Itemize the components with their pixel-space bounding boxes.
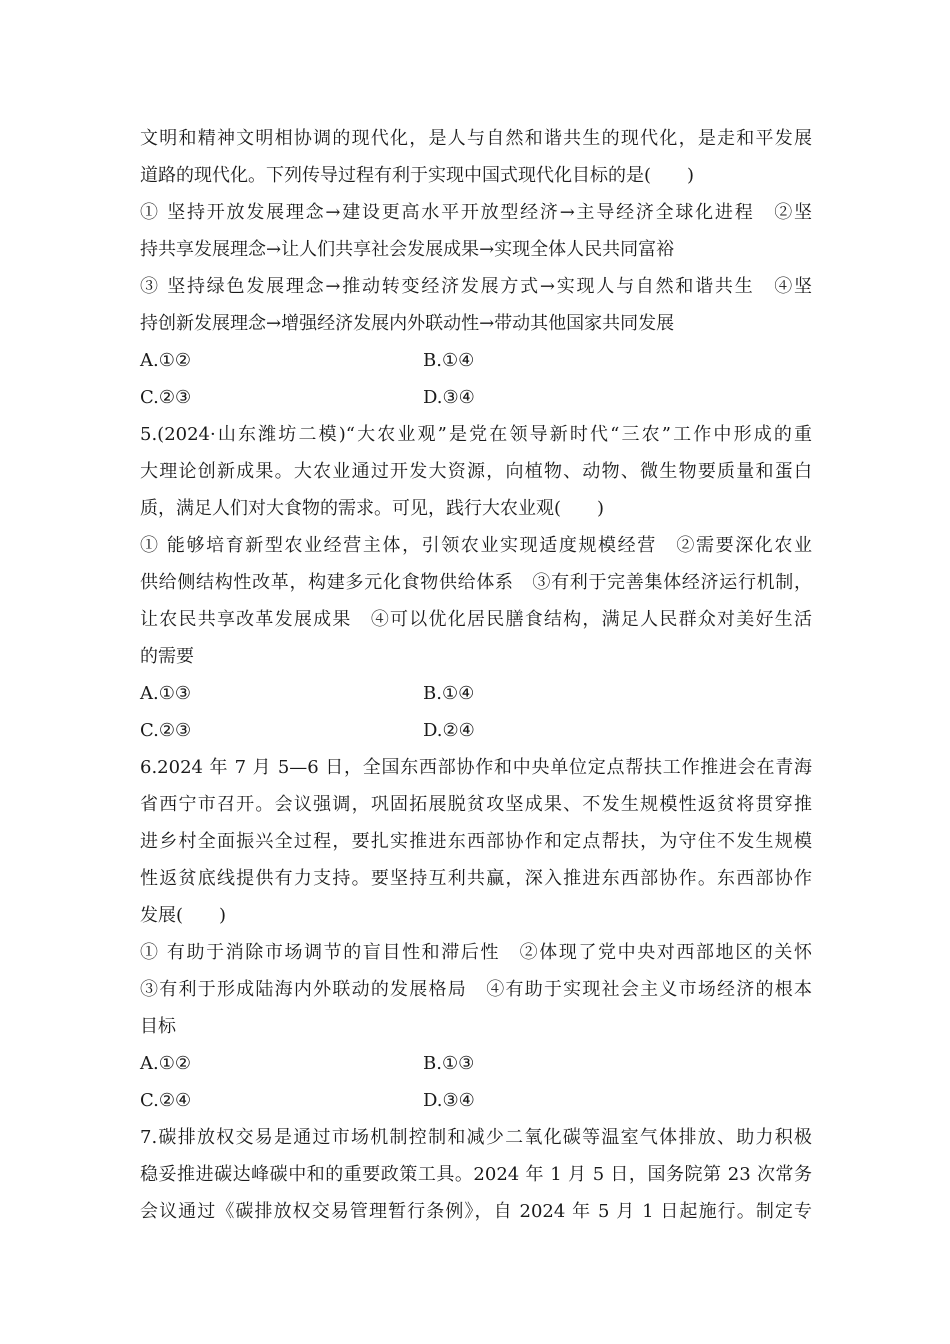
q7-stem-line: 稳妥推进碳达峰碳中和的重要政策工具。2024 年 1 月 5 日，国务院第 23 次常务 (140, 1164, 812, 1185)
page-content (140, 120, 812, 1230)
q6-item-line: ① 有助于消除市场调节的盲目性和滞后性 ②体现了党中央对西部地区的关怀 (140, 942, 812, 963)
q4-option-a: A.①② (140, 350, 191, 371)
q4-stem-line: 道路的现代化。下列传导过程有利于实现中国式现代化目标的是( ) (140, 165, 695, 186)
q4-item-line: 持创新发展理念→增强经济发展内外联动性→带动其他国家共同发展 (140, 313, 675, 334)
q5-option-c: C.②③ (140, 720, 192, 741)
q6-item-line: ③有利于形成陆海内外联动的发展格局 ④有助于实现社会主义市场经济的根本 (140, 979, 812, 1000)
question-4 (140, 120, 812, 416)
q6-options-row (140, 1082, 812, 1119)
q4-item-line: 持共享发展理念→让人们共享社会发展成果→实现全体人民共同富裕 (140, 239, 675, 260)
question-5 (140, 416, 812, 749)
q5-item-line: 的需要 (140, 646, 194, 667)
q6-option-d: D.③④ (423, 1090, 475, 1111)
q5-option-a: A.①③ (140, 683, 191, 704)
q7-stem-line: 会议通过《碳排放权交易管理暂行条例》，自 2024 年 5 月 1 日起施行。制定专 (140, 1201, 812, 1222)
q6-stem-line: 进乡村全面振兴全过程，要扎实推进东西部协作和定点帮扶，为守住不发生规模 (140, 831, 812, 852)
question-6 (140, 749, 812, 1119)
q6-option-b: B.①③ (423, 1053, 475, 1074)
question-7 (140, 1119, 812, 1230)
q6-item-line: 目标 (140, 1016, 176, 1037)
q5-stem-line: 大理论创新成果。大农业通过开发大资源，向植物、动物、微生物要质量和蛋白 (140, 461, 812, 482)
q6-option-a: A.①② (140, 1053, 191, 1074)
q5-item-line: 让农民共享改革发展成果 ④可以优化居民膳食结构，满足人民群众对美好生活 (140, 609, 812, 630)
q4-stem-line: 文明和精神文明相协调的现代化，是人与自然和谐共生的现代化，是走和平发展 (140, 128, 812, 149)
q4-option-b: B.①④ (423, 350, 475, 371)
q6-option-c: C.②④ (140, 1090, 192, 1111)
q6-stem-line: 6.2024 年 7 月 5—6 日，全国东西部协作和中央单位定点帮扶工作推进会在青海 (140, 757, 812, 778)
q5-option-d: D.②④ (423, 720, 475, 741)
q4-options-row (140, 379, 812, 416)
q5-item-line: ① 能够培育新型农业经营主体，引领农业实现适度规模经营 ②需要深化农业 (140, 535, 812, 556)
q6-stem-line: 发展( ) (140, 905, 227, 926)
q4-option-d: D.③④ (423, 387, 475, 408)
q4-option-c: C.②③ (140, 387, 192, 408)
q4-options-row (140, 342, 812, 379)
q7-stem-line: 7.碳排放权交易是通过市场机制控制和减少二氧化碳等温室气体排放、助力积极 (140, 1127, 812, 1148)
q4-item-line: ③ 坚持绿色发展理念→推动转变经济发展方式→实现人与自然和谐共生 ④坚 (140, 276, 812, 297)
q5-option-b: B.①④ (423, 683, 475, 704)
q6-stem-line: 性返贫底线提供有力支持。要坚持互利共赢，深入推进东西部协作。东西部协作 (140, 868, 812, 889)
q6-options-row (140, 1045, 812, 1082)
q4-item-line: ① 坚持开放发展理念→建设更高水平开放型经济→主导经济全球化进程 ②坚 (140, 202, 812, 223)
q5-options-row (140, 712, 812, 749)
q5-stem-line: 质，满足人们对大食物的需求。可见，践行大农业观( ) (140, 498, 605, 519)
q6-stem-line: 省西宁市召开。会议强调，巩固拓展脱贫攻坚成果、不发生规模性返贫将贯穿推 (140, 794, 812, 815)
q5-stem-line: 5.(2024·山东潍坊二模)“大农业观”是党在领导新时代“三农”工作中形成的重 (140, 424, 812, 445)
q5-item-line: 供给侧结构性改革，构建多元化食物供给体系 ③有利于完善集体经济运行机制， (140, 572, 812, 593)
q5-options-row (140, 675, 812, 712)
